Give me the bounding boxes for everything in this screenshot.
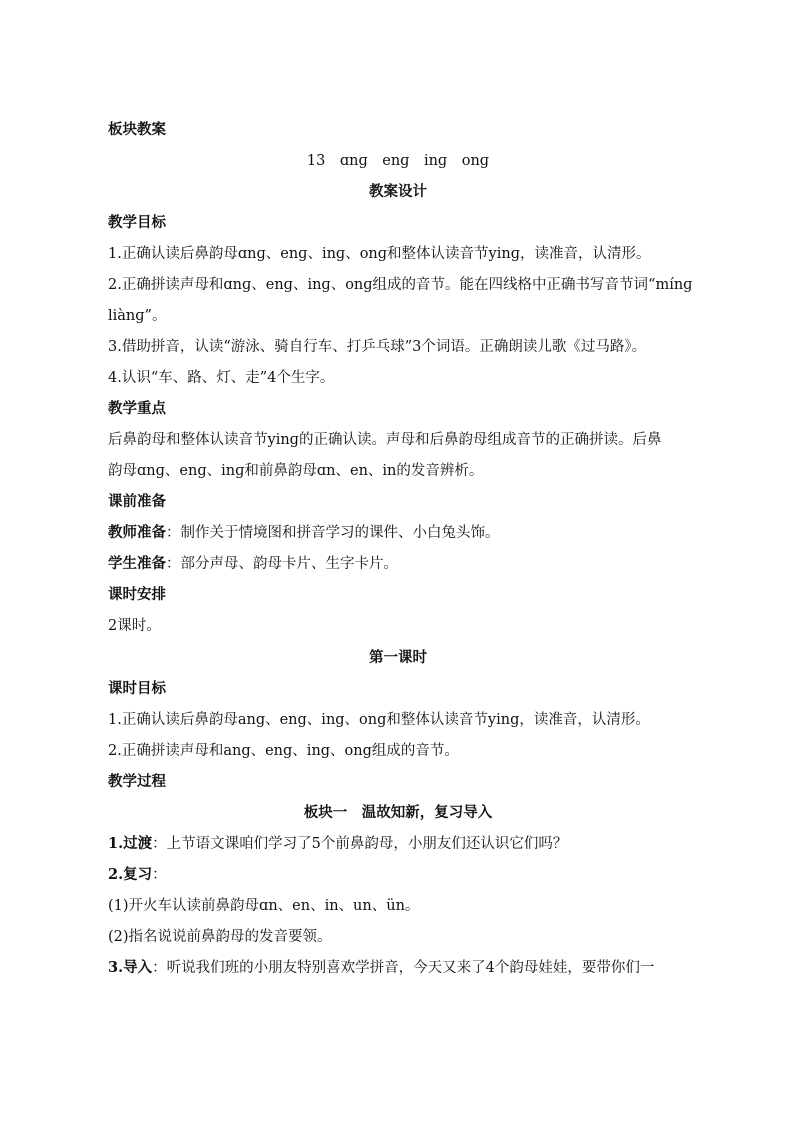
block-title: 板块一 温故知新，复习导入: [303, 804, 493, 821]
student-prep: [108, 554, 688, 574]
goal-2-line-2: liànɡ”。: [108, 308, 167, 324]
teacher-prep-label: 教师准备: [108, 524, 166, 541]
period-goal-1: 1.正确认读后鼻韵母ang、eng、ing、ong和整体认读音节ying，读准音，认清形。: [108, 712, 650, 728]
teacher-prep-text: ：制作关于情境图和拼音学习的课件、小白兔头饰。: [166, 525, 500, 541]
student-prep-label: 学生准备: [108, 555, 166, 572]
process-heading: 教学过程: [108, 773, 166, 790]
focus-heading: 教学重点: [108, 400, 166, 417]
step-1-label: 1.过渡: [108, 835, 153, 852]
step-2-1: (1)开火车认读前鼻韵母ɑn、en、in、un、ün。: [108, 898, 420, 914]
step-3: [108, 958, 688, 978]
step-2-text: ：: [152, 867, 167, 883]
teacher-prep: [108, 523, 688, 543]
schedule-heading: 课时安排: [108, 586, 166, 603]
step-1: [108, 834, 688, 854]
step-3-label: 3.导入: [108, 959, 153, 976]
step-1-text: ：上节语文课咱们学习了5个前鼻韵母，小朋友们还认识它们吗？: [152, 836, 568, 852]
schedule-text: 2课时。: [108, 618, 161, 634]
focus-line-1: 后鼻韵母和整体认读音节yinɡ的正确认读。声母和后鼻韵母组成音节的正确拼读。后鼻: [108, 432, 662, 448]
student-prep-text: ：部分声母、韵母卡片、生字卡片。: [166, 556, 398, 572]
period-goals-heading: 课时目标: [108, 680, 166, 697]
prep-heading: 课前准备: [108, 493, 166, 510]
focus-line-2: 韵母ɑnɡ、enɡ、inɡ和前鼻韵母ɑn、en、in的发音辨析。: [108, 463, 484, 479]
lesson-title: 13 ɑnɡ enɡ inɡ onɡ: [306, 153, 490, 169]
design-title: 教案设计: [369, 183, 427, 200]
step-2-label: 2.复习: [108, 866, 153, 883]
goal-3: 3.借助拼音，认读“游泳、骑自行车、打乒乓球”3个词语。正确朗读儿歌《过马路》。: [108, 339, 647, 355]
step-3-text: ：听说我们班的小朋友特别喜欢学拼音，今天又来了4个韵母娃娃，要带你们一: [152, 960, 655, 976]
period-goal-2: 2.正确拼读声母和ang、eng、ing、ong组成的音节。: [108, 743, 459, 759]
step-2: [108, 865, 688, 885]
step-2-2: (2)指名说说前鼻韵母的发音要领。: [108, 929, 332, 945]
goal-4: 4.认识“车、路、灯、走”4个生字。: [108, 370, 335, 386]
section-label: 板块教案: [108, 121, 166, 138]
goals-heading: 教学目标: [108, 214, 166, 231]
period-title: 第一课时: [369, 649, 427, 666]
goal-1: 1.正确认读后鼻韵母ɑnɡ、enɡ、inɡ、onɡ和整体认读音节yinɡ，读准音，认清形。: [108, 246, 651, 262]
goal-2-line-1: 2.正确拼读声母和ɑnɡ、enɡ、inɡ、onɡ组成的音节。能在四线格中正确书写音节词“mínɡ: [108, 277, 693, 293]
